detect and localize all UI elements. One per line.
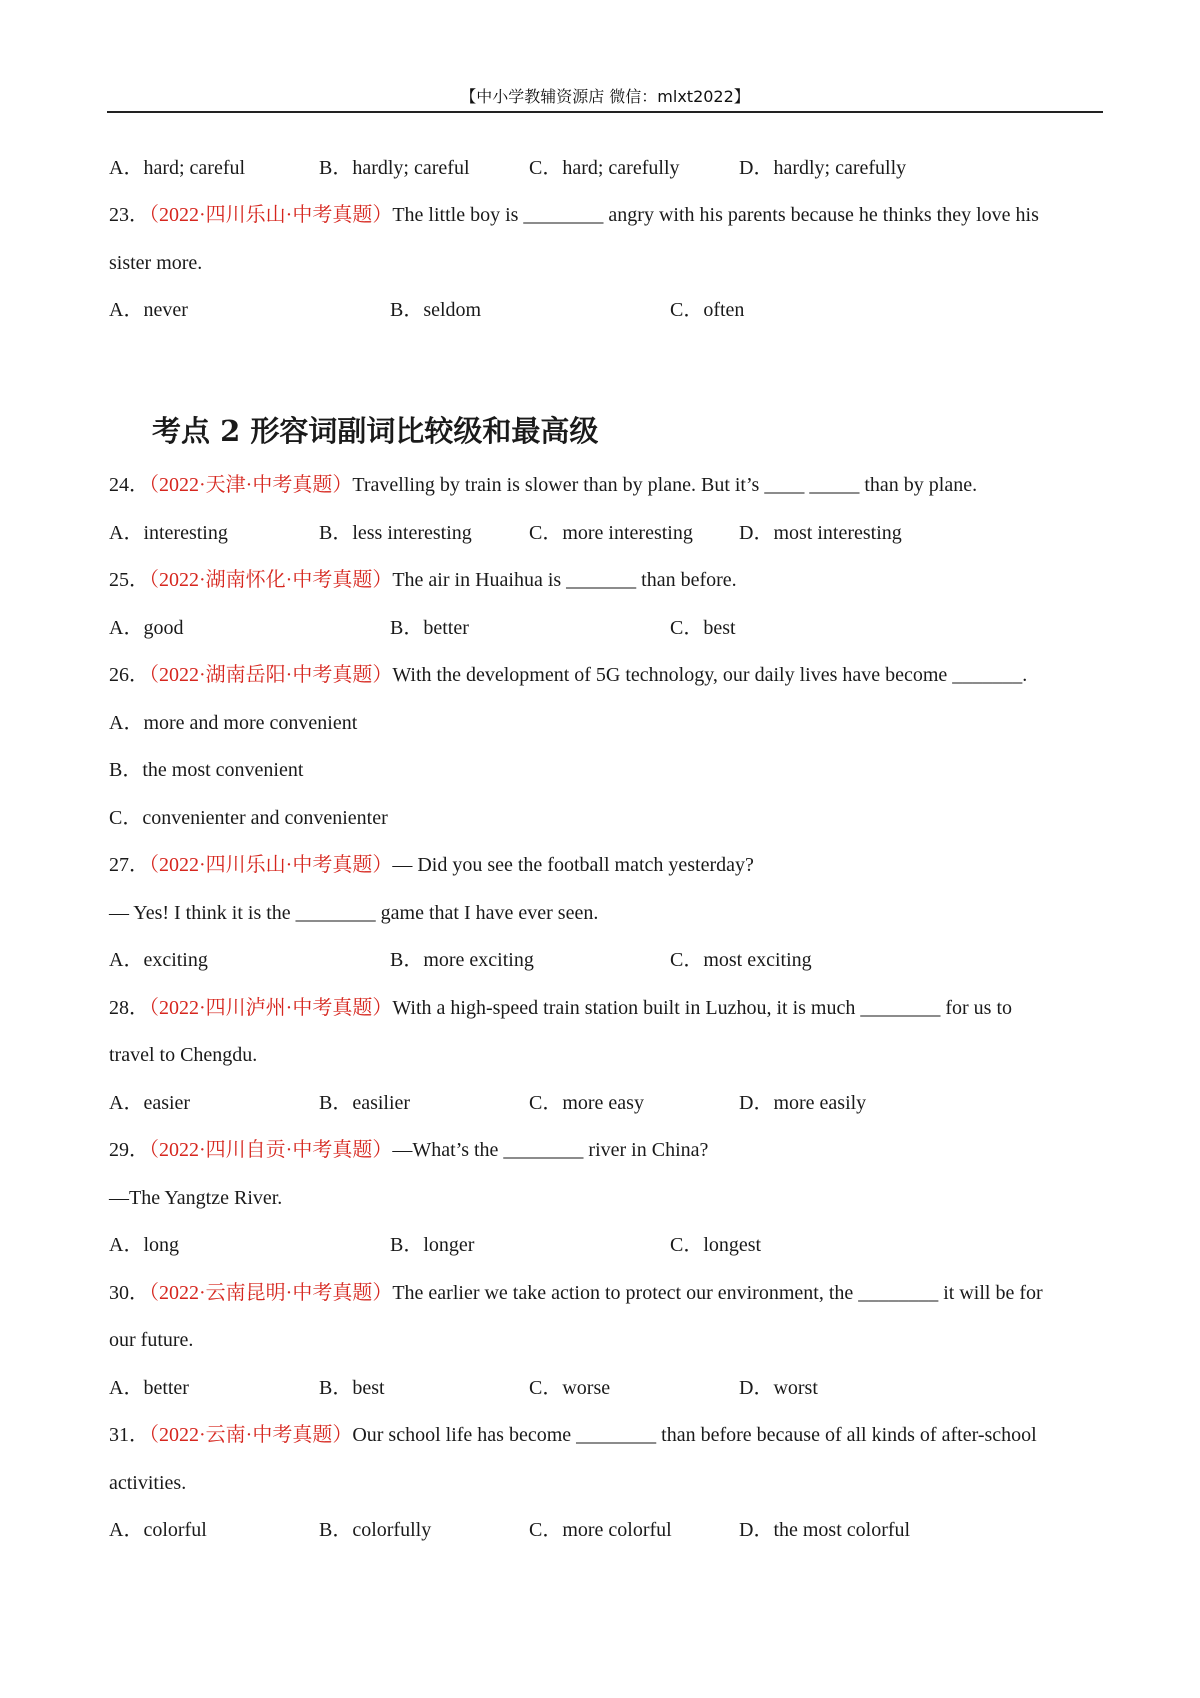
q22-option-c: C．hard; carefully bbox=[529, 157, 680, 179]
q31-option-a: A．colorful bbox=[109, 1519, 207, 1541]
question-source: （2022·四川乐山·中考真题） bbox=[149, 854, 393, 876]
question-source: （2022·云南·中考真题） bbox=[149, 1424, 353, 1446]
question-number: 29． bbox=[109, 1139, 149, 1161]
question-text: The air in Huaihua is _______ than before. bbox=[392, 569, 737, 591]
q22-option-d: D．hardly; carefully bbox=[739, 157, 907, 179]
question-29-stem bbox=[109, 1137, 708, 1163]
question-text: With a high-speed train station built in Luzhou, it is much ________ for us to bbox=[392, 997, 1012, 1019]
q31-option-d: D．the most colorful bbox=[739, 1519, 911, 1541]
question-number: 25． bbox=[109, 569, 149, 591]
q24-option-b: B．less interesting bbox=[319, 522, 472, 544]
question-text: Travelling by train is slower than by plane. But it’s ____ _____ than by plane. bbox=[352, 474, 978, 496]
question-31-stem-cont: activities. bbox=[109, 1472, 187, 1494]
question-text: With the development of 5G technology, our daily lives have become _______. bbox=[392, 664, 1028, 686]
q30-option-a: A．better bbox=[109, 1377, 189, 1399]
question-source: （2022·云南昆明·中考真题） bbox=[149, 1282, 393, 1304]
q25-option-a: A．good bbox=[109, 617, 184, 639]
q27-option-c: C．most exciting bbox=[670, 949, 812, 971]
q24-option-d: D．most interesting bbox=[739, 522, 902, 544]
q26-option-b: B．the most convenient bbox=[109, 759, 304, 781]
question-source: （2022·天津·中考真题） bbox=[149, 474, 353, 496]
question-25-stem bbox=[109, 567, 737, 593]
question-23-stem-cont: sister more. bbox=[109, 252, 203, 274]
q25-option-c: C．best bbox=[670, 617, 736, 639]
question-text: The little boy is ________ angry with his parents because he thinks they love his bbox=[392, 204, 1039, 226]
question-23-stem bbox=[109, 202, 1039, 228]
question-source: （2022·四川自贡·中考真题） bbox=[149, 1139, 393, 1161]
q23-option-c: C．often bbox=[670, 299, 745, 321]
q24-option-c: C．more interesting bbox=[529, 522, 693, 544]
question-number: 23． bbox=[109, 204, 149, 226]
question-26-stem bbox=[109, 662, 1027, 688]
q31-option-c: C．more colorful bbox=[529, 1519, 672, 1541]
question-31-stem bbox=[109, 1422, 1037, 1448]
question-number: 31． bbox=[109, 1424, 149, 1446]
q26-option-a: A．more and more convenient bbox=[109, 712, 358, 734]
q30-option-c: C．worse bbox=[529, 1377, 611, 1399]
question-30-stem-cont: our future. bbox=[109, 1329, 194, 1351]
question-text: Our school life has become ________ than before because of all kinds of after-school bbox=[352, 1424, 1037, 1446]
header-divider bbox=[107, 111, 1103, 113]
q22-option-b: B．hardly; careful bbox=[319, 157, 470, 179]
question-source: （2022·四川泸州·中考真题） bbox=[149, 997, 393, 1019]
question-text: The earlier we take action to protect our environment, the ________ it will be for bbox=[392, 1282, 1043, 1304]
q22-option-a: A．hard; careful bbox=[109, 157, 246, 179]
q24-option-a: A．interesting bbox=[109, 522, 228, 544]
q27-option-b: B．more exciting bbox=[390, 949, 534, 971]
question-source: （2022·四川乐山·中考真题） bbox=[149, 204, 393, 226]
q30-option-d: D．worst bbox=[739, 1377, 818, 1399]
question-number: 30． bbox=[109, 1282, 149, 1304]
q23-option-b: B．seldom bbox=[390, 299, 482, 321]
question-number: 27． bbox=[109, 854, 149, 876]
question-27-stem bbox=[109, 852, 754, 878]
question-number: 26． bbox=[109, 664, 149, 686]
q28-option-d: D．more easily bbox=[739, 1092, 867, 1114]
question-source: （2022·湖南岳阳·中考真题） bbox=[149, 664, 393, 686]
q29-option-b: B．longer bbox=[390, 1234, 475, 1256]
question-text: —What’s the ________ river in China? bbox=[392, 1139, 709, 1161]
q23-option-a: A．never bbox=[109, 299, 188, 321]
question-number: 28． bbox=[109, 997, 149, 1019]
q28-option-a: A．easier bbox=[109, 1092, 191, 1114]
question-number: 24． bbox=[109, 474, 149, 496]
q28-option-c: C．more easy bbox=[529, 1092, 644, 1114]
q29-option-a: A．long bbox=[109, 1234, 179, 1256]
q27-option-a: A．exciting bbox=[109, 949, 208, 971]
question-source: （2022·湖南怀化·中考真题） bbox=[149, 569, 393, 591]
question-text: — Did you see the football match yesterday? bbox=[392, 854, 754, 876]
q25-option-b: B．better bbox=[390, 617, 469, 639]
question-24-stem bbox=[109, 472, 977, 498]
q31-option-b: B．colorfully bbox=[319, 1519, 432, 1541]
q29-option-c: C．longest bbox=[670, 1234, 762, 1256]
q30-option-b: B．best bbox=[319, 1377, 385, 1399]
page-header: 【中小学教辅资源店 微信：mlxt2022】 bbox=[460, 87, 750, 106]
question-28-stem-cont: travel to Chengdu. bbox=[109, 1044, 258, 1066]
question-28-stem bbox=[109, 995, 1012, 1021]
question-27-stem-cont: — Yes! I think it is the ________ game that I have ever seen. bbox=[109, 902, 599, 924]
q28-option-b: B．easilier bbox=[319, 1092, 411, 1114]
question-29-stem-cont: —The Yangtze River. bbox=[109, 1187, 283, 1209]
q26-option-c: C．convenienter and convenienter bbox=[109, 807, 388, 829]
section-title: 考点 2 形容词副词比较级和最高级 bbox=[152, 414, 599, 448]
question-30-stem bbox=[109, 1280, 1043, 1306]
